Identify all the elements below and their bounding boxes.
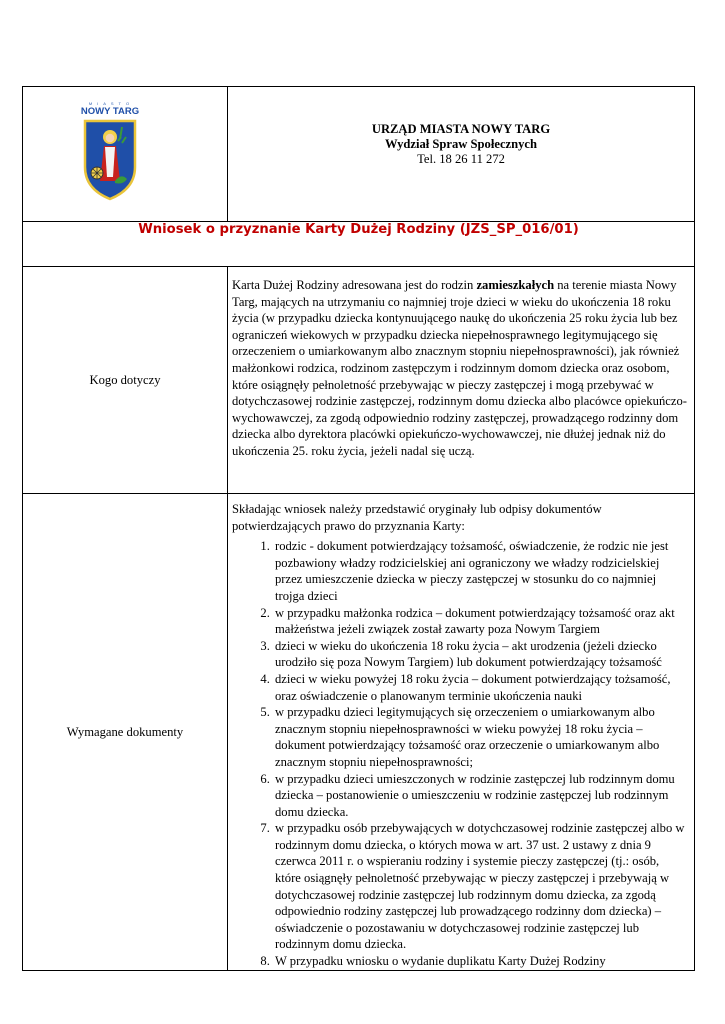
eligibility-row [23,267,695,494]
form-title: Wniosek o przyznanie Karty Dużej Rodziny (JZS_SP_016/01) [138,222,579,237]
title-row [23,222,695,267]
office-name: URZĄD MIASTA NOWY TARG [371,122,551,136]
logo-cell [23,87,228,222]
department-name: Wydział Spraw Społecznych [384,137,538,152]
city-logo [75,101,145,207]
eligibility-text-end: na terenie miasta Nowy Targ, mających na utrzymaniu co najmniej troje dzieci w wieku do ukończenia 18 roku życia (w przypadku dziecka kontynuującego naukę do ukończenia 25 roku życia lub bez ograniczeń wiekowych w przypadku dziecka niepełnosprawnego legitymującego się orzeczeniem o umiarkowanym albo znacznym stopniu niepełnosprawności), jak również małżonkowi rodzica, rodzinom zastępczym i rodzinnym domom dziecka oraz osobom, które osiągnęły pełnoletność przebywając w pieczy zastępczej i mogą przebywać w dotychczasowej rodzinie zastępczej, rodzinnym domu dziecka albo placówce opiekuńczo-wychowawczej, za zgodą odpowiednio rodziny zastępczej, prowadzącego rodzinny dom dziecka albo dyrektora placówki opiekuńczo-wychowawczej, nie dłużej jednak niż do ukończenia 25. roku życia, jeżeli nadal się uczą. [232,278,687,458]
logo-city-name: NOWY TARG [80,106,140,117]
list-item: 5. w przypadku dzieci legitymujących się orzeczeniem o umiarkowanym albo znacznym stopniu niepełnosprawności w wieku powyżej 18 roku życia – dokument potwierdzający tożsamość oraz orzeczenie o umiarkowanym albo znacznym stopniu niepełnosprawności; [273,704,688,770]
list-item: 4. dzieci w wieku powyżej 18 roku życia – dokument potwierdzający tożsamość, oraz oświadczenie o planowanym terminie ukończenia nauki [273,671,688,704]
documents-intro: Składając wniosek należy przedstawić oryginały lub odpisy dokumentów potwierdzających prawo do przyznania Karty: [232,502,602,533]
title-cell [23,222,695,267]
documents-list [228,538,694,969]
list-item: 6. w przypadku dzieci umieszczonych w rodzinie zastępczej lub rodzinnym domu dziecka – postanowienie o umieszczeniu w rodzinie zastępczej lub rodzinnym domu dziecka. [273,771,688,821]
office-header [228,87,694,168]
header-row [23,87,695,222]
eligibility-text-bold: zamieszkałych [476,278,555,292]
documents-row [23,494,695,971]
list-item: 8. W przypadku wniosku o wydanie duplikatu Karty Dużej Rodziny [273,953,688,970]
eligibility-text-start: Karta Dużej Rodziny adresowana jest do rodzin [232,278,477,292]
list-item: 3. dzieci w wieku do ukończenia 18 roku życia – akt urodzenia (jeżeli dziecko urodziło się poza Nowym Targiem) lub dokument potwierdzający tożsamość [273,638,688,671]
eligibility-text [228,267,694,460]
eligibility-label: Kogo dotyczy [23,267,228,494]
info-table [22,86,695,971]
documents-label: Wymagane dokumenty [23,494,228,971]
office-info-cell [228,87,695,222]
list-item: 1. rodzic - dokument potwierdzający tożsamość, oświadczenie, że rodzic nie jest pozbawiony władzy rodzicielskiej ani ograniczony we władzy rodzicielskiej przez umieszczenie dziecka w pieczy zastępczej w stosunku do co najmniej trojga dzieci [273,538,688,604]
list-item: 2. w przypadku małżonka rodzica – dokument potwierdzający tożsamość oraz akt małżeństwa jeżeli związek został zawarty poza Nowym Targiem [273,605,688,638]
documents-content [228,494,695,971]
logo-top-text: M I A S T O [88,101,132,106]
coat-of-arms-icon [75,117,145,203]
eligibility-content [228,267,695,494]
list-item: 7. w przypadku osób przebywających w dotychczasowej rodzinie zastępczej albo w rodzinnym domu dziecka, o których mowa w art. 37 ust. 2 ustawy z dnia 9 czerwca 2011 r. o wspieraniu rodziny i systemie pieczy zastępczej (tj.: osób, które osiągnęły pełnoletność przebywając w pieczy zastępczej i przebywają w dotychczasowej rodzinie zastępczej lub rodzinnym domu dziecka, za zgodą odpowiednio rodziny zastępczej lub prowadzącego rodzinny dom dziecka) – oświadczenie o pozostawaniu w dotychczasowej rodzinie zastępczej lub rodzinnym domu dziecka. [273,820,688,953]
office-phone: Tel. 18 26 11 272 [417,152,505,167]
